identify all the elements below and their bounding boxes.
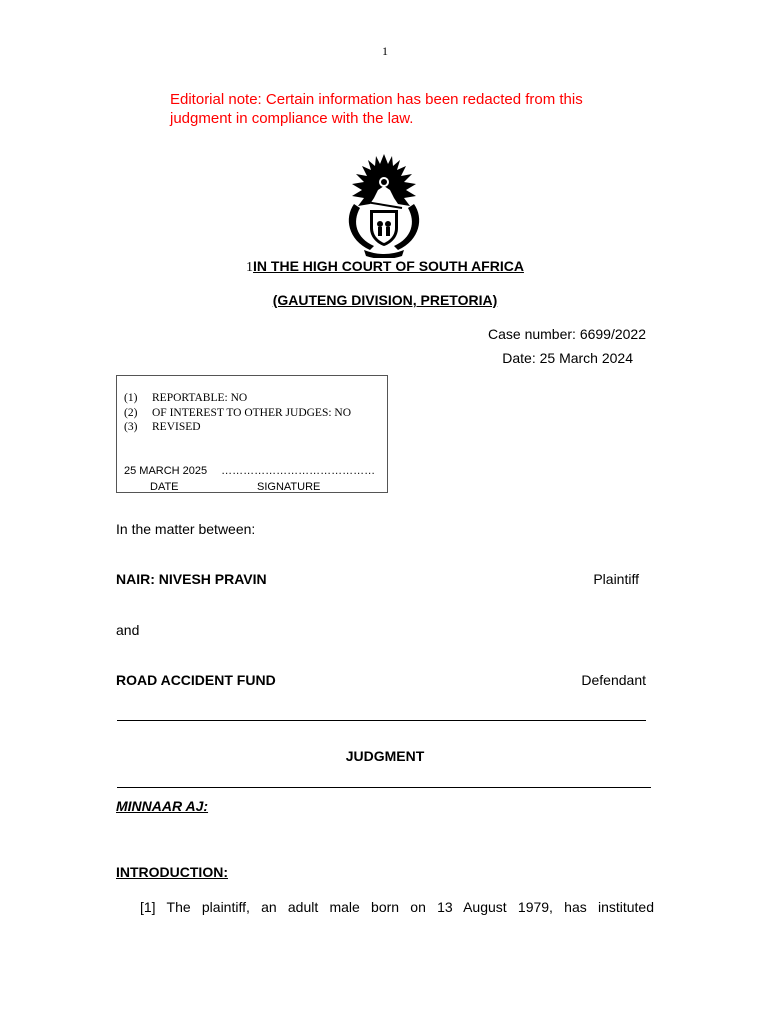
signed-date: 25 MARCH 2025 bbox=[124, 465, 208, 477]
paragraph: [1] The plaintiff, an adult male born on 13 August 1979, has instituted bbox=[140, 899, 654, 915]
page-number: 1 bbox=[382, 44, 388, 58]
court-title-lead: 1 bbox=[246, 260, 254, 275]
divider bbox=[117, 787, 651, 788]
matter-intro: In the matter between: bbox=[116, 521, 256, 537]
signature-line: …………………………………… bbox=[221, 465, 376, 477]
defendant-role: Defendant bbox=[581, 672, 646, 688]
reportable-item: (2) OF INTEREST TO OTHER JUDGES: NO bbox=[124, 407, 352, 419]
reportable-item: (1) REPORTABLE: NO bbox=[124, 392, 248, 404]
signature-row bbox=[124, 465, 375, 477]
conjunction: and bbox=[116, 622, 140, 638]
judge-name: MINNAAR AJ: bbox=[116, 798, 209, 814]
defendant-name: ROAD ACCIDENT FUND bbox=[116, 672, 276, 688]
date-label: DATE bbox=[150, 481, 179, 493]
reportable-box bbox=[116, 375, 388, 493]
judgment-heading: JUDGMENT bbox=[345, 748, 425, 764]
court-title bbox=[0, 258, 770, 276]
signature-label: SIGNATURE bbox=[257, 481, 321, 493]
coat-of-arms-icon bbox=[340, 152, 428, 258]
divider bbox=[117, 720, 646, 721]
plaintiff-role: Plaintiff bbox=[593, 571, 639, 587]
plaintiff-name: NAIR: NIVESH PRAVIN bbox=[116, 571, 267, 587]
reportable-item: (3) REVISED bbox=[124, 421, 201, 433]
case-number: Case number: 6699/2022 bbox=[488, 326, 646, 342]
court-title-text: IN THE HIGH COURT OF SOUTH AFRICA bbox=[253, 258, 524, 274]
judgment-date: Date: 25 March 2024 bbox=[502, 350, 633, 366]
section-heading: INTRODUCTION: bbox=[116, 864, 228, 880]
court-division: (GAUTENG DIVISION, PRETORIA) bbox=[272, 292, 498, 308]
editorial-note: Editorial note: Certain information has been redacted from this judgment in compliance with the law. bbox=[170, 91, 583, 127]
